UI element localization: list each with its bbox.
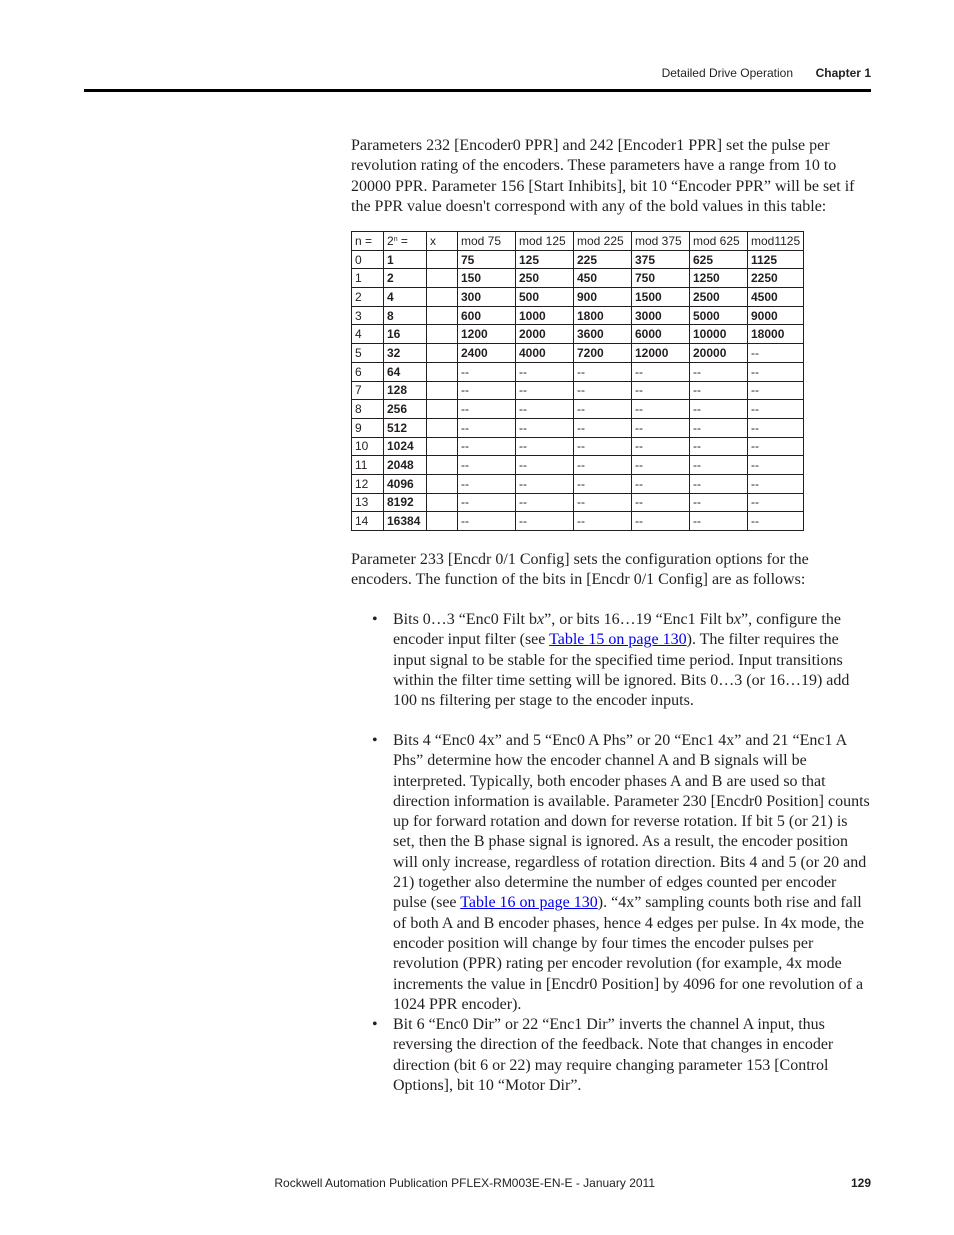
config-paragraph: Parameter 233 [Encdr 0/1 Config] sets the configuration options for the encoders. The function of the bits in [Encdr 0/1 Config] are as follows: — [351, 551, 809, 589]
table-cell: 1000 — [516, 306, 574, 325]
table-cell: 450 — [574, 269, 632, 288]
table-cell: -- — [632, 418, 690, 437]
list-item-text: Bits 4 “Enc0 4x” and 5 “Enc0 A Phs” or 20 “Enc1 4x” and 21 “Enc1 A Phs” determine how the encoder channel A and B signals will be interpreted. Typically, both encoder phases A and B are used so that direction information is available. Parameter 230 [Encdr0 Position] counts up for forward rotation and down for reverse rotation. If bit 5 (or 21) is set, then the B phase signal is ignored. As a result, the encoder position will only increase, regardless of rotation direction. Bits 4 and 5 (or 20 and 21) together also determine the number of edges counted per encoder pulse (see Table 16 on page 130). “4x” sampling counts both rise and fall of both A and B encoder phases, hence 4 edges per pulse. In 4x mode, the encoder position will change by four times the encoder pulses per revolution (PPR) rating per encoder revolution (for example, 4x mode increments the value in [Encdr0 Position] by 4096 for one revolution of a 1024 PPR encoder). — [393, 732, 870, 1013]
table-cell: 250 — [516, 269, 574, 288]
table-cell: 3600 — [574, 325, 632, 344]
table-row — [352, 288, 804, 307]
column-header: $2^n$ = — [384, 232, 427, 251]
table-row — [352, 250, 804, 269]
table-cell: -- — [516, 437, 574, 456]
table-cell — [427, 288, 458, 307]
table-cell: -- — [574, 381, 632, 400]
table-row — [352, 381, 804, 400]
table-cell: -- — [748, 437, 804, 456]
table-cell: 4000 — [516, 344, 574, 363]
table-cell: 125 — [516, 250, 574, 269]
table-cell: -- — [690, 362, 748, 381]
table-cell: -- — [632, 362, 690, 381]
column-header: mod 75 — [458, 232, 516, 251]
table-cell: 5000 — [690, 306, 748, 325]
table-cell — [427, 400, 458, 419]
table-cell: -- — [574, 400, 632, 419]
header-chapter-label: Chapter 1 — [815, 66, 871, 80]
table-cell: 4500 — [748, 288, 804, 307]
table-cell: 5 — [352, 344, 384, 363]
table-cell: -- — [632, 512, 690, 531]
column-header: x — [427, 232, 458, 251]
table-cell: 1250 — [690, 269, 748, 288]
table-cell: -- — [632, 400, 690, 419]
table-cell: -- — [516, 362, 574, 381]
table-cell: -- — [748, 400, 804, 419]
table-cell: 9 — [352, 418, 384, 437]
ppr-table — [351, 231, 804, 531]
table-cell — [427, 344, 458, 363]
table-row — [352, 493, 804, 512]
table-cell: 10000 — [690, 325, 748, 344]
table-cell: 4096 — [384, 474, 427, 493]
table-cell: 900 — [574, 288, 632, 307]
table-cell: 14 — [352, 512, 384, 531]
table-cell: -- — [690, 381, 748, 400]
table-cell — [427, 269, 458, 288]
table-cell: -- — [516, 493, 574, 512]
table-cell: 600 — [458, 306, 516, 325]
table-cell: 2500 — [690, 288, 748, 307]
table-cell — [427, 250, 458, 269]
table-cell: 12 — [352, 474, 384, 493]
table-cell: -- — [748, 512, 804, 531]
table-body — [352, 250, 804, 530]
header-divider — [84, 89, 871, 92]
table-cell — [427, 362, 458, 381]
bullet-icon: • — [372, 611, 378, 628]
table-cell: -- — [458, 418, 516, 437]
table-cell: -- — [458, 362, 516, 381]
table-16-link[interactable]: Table 16 on page 130 — [460, 894, 598, 912]
table-cell: -- — [632, 456, 690, 475]
table-cell: 1800 — [574, 306, 632, 325]
table-cell — [427, 418, 458, 437]
table-cell: -- — [748, 456, 804, 475]
table-cell: 4 — [384, 288, 427, 307]
table-cell: -- — [516, 381, 574, 400]
table-cell: -- — [690, 474, 748, 493]
table-cell: -- — [458, 456, 516, 475]
table-cell: -- — [690, 456, 748, 475]
table-cell: 225 — [574, 250, 632, 269]
table-cell: -- — [690, 512, 748, 531]
table-cell: -- — [748, 418, 804, 437]
table-cell: -- — [516, 418, 574, 437]
table-cell: 75 — [458, 250, 516, 269]
table-cell: -- — [632, 474, 690, 493]
table-cell — [427, 493, 458, 512]
table-cell: 375 — [632, 250, 690, 269]
column-header: n = — [352, 232, 384, 251]
table-cell: -- — [574, 418, 632, 437]
table-cell: 12000 — [632, 344, 690, 363]
table-cell: 6000 — [632, 325, 690, 344]
page-header — [84, 66, 871, 82]
table-cell: -- — [516, 474, 574, 493]
page-number: 129 — [850, 1176, 871, 1190]
table-cell: 1200 — [458, 325, 516, 344]
table-row — [352, 400, 804, 419]
table-cell: -- — [458, 493, 516, 512]
list-item-text: Bit 6 “Enc0 Dir” or 22 “Enc1 Dir” inverts the channel A input, thus reversing the direction of the feedback. Note that changes in encoder direction (bit 6 or 22) may require changing parameter 153 [Control Options], bit 10 “Motor Dir”. — [393, 1016, 834, 1094]
table-cell: 512 — [384, 418, 427, 437]
table-cell: -- — [458, 512, 516, 531]
table-cell: -- — [748, 474, 804, 493]
table-cell: -- — [690, 400, 748, 419]
table-cell: 3 — [352, 306, 384, 325]
table-row — [352, 418, 804, 437]
table-cell: 10 — [352, 437, 384, 456]
table-cell: -- — [632, 381, 690, 400]
intro-paragraph: Parameters 232 [Encoder0 PPR] and 242 [Encoder1 PPR] set the pulse per revolution rating of the encoders. These parameters have a range from 10 to 20000 PPR. Parameter 156 [Start Inhibits], bit 10 “Encoder PPR” will be set if the PPR value doesn't correspond with any of the bold values in this table: — [351, 137, 855, 215]
header-section-title: Detailed Drive Operation — [661, 66, 793, 80]
column-header: mod 125 — [516, 232, 574, 251]
table-cell: 64 — [384, 362, 427, 381]
table-cell: -- — [574, 437, 632, 456]
table-cell: 1 — [384, 250, 427, 269]
table-row — [352, 306, 804, 325]
table-cell: -- — [748, 493, 804, 512]
table-cell: 1 — [352, 269, 384, 288]
table-cell — [427, 306, 458, 325]
table-cell: -- — [748, 362, 804, 381]
table-cell: -- — [690, 493, 748, 512]
table-cell: 2048 — [384, 456, 427, 475]
table-cell: 16 — [384, 325, 427, 344]
table-cell: 3000 — [632, 306, 690, 325]
table-row — [352, 362, 804, 381]
table-row — [352, 512, 804, 531]
table-cell: 150 — [458, 269, 516, 288]
table-cell: -- — [690, 437, 748, 456]
table-cell — [427, 512, 458, 531]
page-footer — [84, 1176, 871, 1192]
table-row — [352, 437, 804, 456]
table-cell: 20000 — [690, 344, 748, 363]
column-header: mod 225 — [574, 232, 632, 251]
table-15-link[interactable]: Table 15 on page 130 — [549, 631, 687, 649]
table-cell: 300 — [458, 288, 516, 307]
table-cell: -- — [516, 512, 574, 531]
column-header: mod 625 — [690, 232, 748, 251]
table-cell: 0 — [352, 250, 384, 269]
table-cell: 8 — [352, 400, 384, 419]
table-cell: 1125 — [748, 250, 804, 269]
table-cell: 4 — [352, 325, 384, 344]
table-cell: 1024 — [384, 437, 427, 456]
table-cell: 13 — [352, 493, 384, 512]
table-cell: -- — [458, 474, 516, 493]
table-cell: -- — [748, 381, 804, 400]
table-cell: 16384 — [384, 512, 427, 531]
table-cell: -- — [632, 493, 690, 512]
table-cell: 7 — [352, 381, 384, 400]
table-cell: 256 — [384, 400, 427, 419]
table-cell: 2 — [352, 288, 384, 307]
table-row — [352, 269, 804, 288]
column-header: mod 375 — [632, 232, 690, 251]
table-cell: 11 — [352, 456, 384, 475]
bullet-icon: • — [372, 1016, 378, 1033]
table-cell: 750 — [632, 269, 690, 288]
table-cell: 7200 — [574, 344, 632, 363]
table-cell: 6 — [352, 362, 384, 381]
table-cell: -- — [632, 437, 690, 456]
table-cell: -- — [748, 344, 804, 363]
table-row — [352, 344, 804, 363]
table-cell: -- — [574, 474, 632, 493]
table-cell: -- — [516, 456, 574, 475]
table-cell: 500 — [516, 288, 574, 307]
table-cell: 2400 — [458, 344, 516, 363]
table-row — [352, 474, 804, 493]
table-cell: -- — [574, 512, 632, 531]
table-row — [352, 325, 804, 344]
table-cell: -- — [458, 437, 516, 456]
table-cell: 32 — [384, 344, 427, 363]
table-cell — [427, 325, 458, 344]
table-cell: -- — [574, 362, 632, 381]
table-cell: -- — [516, 400, 574, 419]
table-cell: 18000 — [748, 325, 804, 344]
table-cell: 2250 — [748, 269, 804, 288]
table-cell: -- — [458, 400, 516, 419]
table-cell — [427, 474, 458, 493]
table-cell: -- — [574, 456, 632, 475]
table-cell — [427, 456, 458, 475]
table-cell — [427, 381, 458, 400]
footer-publication: Rockwell Automation Publication PFLEX-RM003E-EN-E - January 2011 — [274, 1176, 655, 1190]
table-cell: 2000 — [516, 325, 574, 344]
table-cell — [427, 437, 458, 456]
table-cell: 8192 — [384, 493, 427, 512]
table-cell: 9000 — [748, 306, 804, 325]
table-cell: 625 — [690, 250, 748, 269]
table-cell: -- — [458, 381, 516, 400]
table-cell: 2 — [384, 269, 427, 288]
table-row — [352, 456, 804, 475]
table-cell: 128 — [384, 381, 427, 400]
list-item-text: Bits 0…3 “Enc0 Filt bx”, or bits 16…19 “Enc1 Filt bx”, configure the encoder input filter (see Table 15 on page 130). The filter requires the input signal to be stable for the specified time period. Input transitions within the filter time setting will be ignored. Bits 0…3 (or 16…19) add 100 ns filtering per stage to the encoder inputs. — [393, 611, 850, 710]
table-cell: -- — [690, 418, 748, 437]
column-header: mod1125 — [748, 232, 804, 251]
table-cell: -- — [574, 493, 632, 512]
table-cell: 1500 — [632, 288, 690, 307]
table-cell: 8 — [384, 306, 427, 325]
table-header-row — [352, 232, 804, 251]
bullet-icon: • — [372, 732, 378, 749]
